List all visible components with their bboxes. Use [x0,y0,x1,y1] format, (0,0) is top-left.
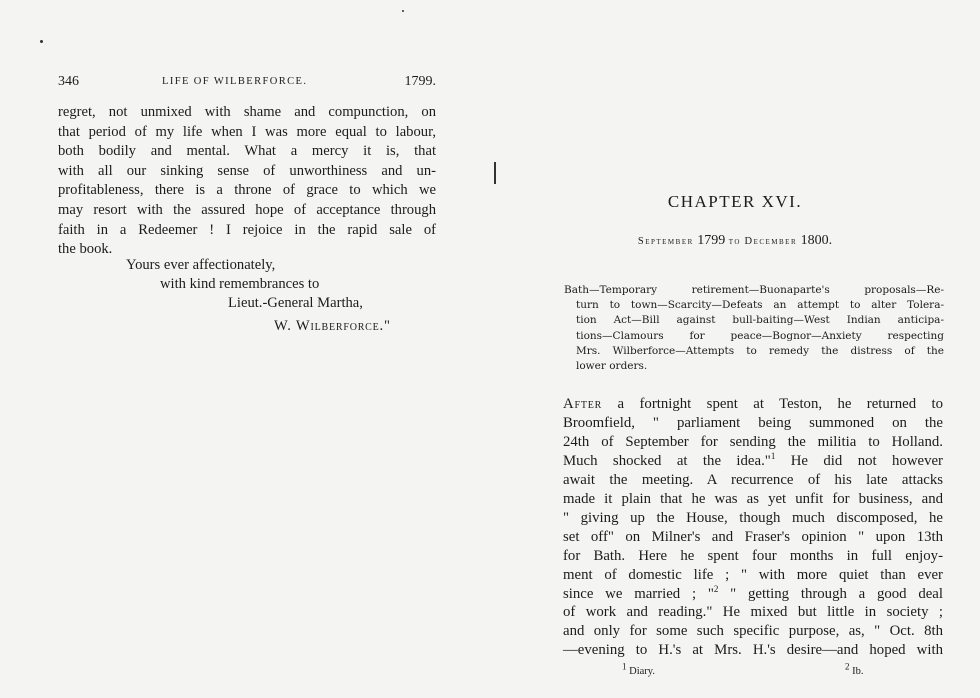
text-line: " giving up the House, though much discomposed, he [563,509,943,526]
text-fragment: Much shocked at the idea." [563,452,771,469]
text-line: —evening to H.'s at Mrs. H.'s desire—and hoped with [563,642,943,659]
chapter-date-range [490,233,980,249]
text-line: ment of domestic life ; " with more quiet than ever [563,566,943,583]
addressee: Lieut.-General Martha, [228,295,363,311]
opening-word: After [563,396,603,412]
text-line: may resort with the assured hope of acceptance through [58,201,436,218]
text-fragment: " getting through a good deal [730,585,943,602]
page-header [58,74,436,94]
text-fragment: a fortnight spent at Teston, he returned to [617,396,943,412]
text-fragment: He did not however [790,452,943,469]
right-page [490,0,980,698]
synopsis-line: turn to town—Scarcity—Defeats an attempt to alter Tolera- [576,299,944,312]
footnote-2 [845,661,864,677]
running-head: LIFE OF WILBERFORCE. [162,76,308,87]
text-line: await the meeting. A recurrence of his late attacks [563,471,943,488]
text-line: the book. [58,241,113,258]
footnote-ref: 2 [713,583,719,594]
date-end-month: December [744,236,798,247]
footnote-text: Diary. [629,666,655,677]
chapter-title: CHAPTER XVI. [667,192,803,211]
chapter-text [563,395,943,660]
text-line: that period of my life when I was more equal to labour, [58,123,436,140]
signature: W. Wilberforce." [274,318,391,334]
date-start-month: September [637,236,694,247]
text-line: set off" on Milner's and Fraser's opinion " upon 13th [563,528,943,545]
page-number: 346 [58,74,79,89]
text-line: Broomfield, " parliament being summoned on the [563,414,943,431]
footnote-mark: 1 [622,661,627,672]
header-year: 1799. [404,74,436,89]
text-line: profitableness, there is a throne of grace to which we [58,182,436,199]
date-end-year: 1800. [800,233,833,248]
date-to: to [728,236,741,247]
footnote-text: Ib. [852,666,864,677]
synopsis-line: Bath—Temporary retirement—Buonaparte's proposals—Re- [564,284,944,296]
footnote-ref: 1 [770,450,776,461]
text-line: and only for some such specific purpose, as, " Oct. 8th [563,623,943,640]
text-line: regret, not unmixed with shame and compunction, on [58,104,436,120]
date-start-year: 1799 [697,233,726,248]
remembrance-line: with kind remembrances to [160,276,320,292]
text-line: made it plain that he was as yet unfit for business, and [563,490,943,507]
footnote-1 [622,661,655,677]
footnote-mark: 2 [845,661,850,672]
text-line: both bodily and mental. What a mercy it is, that [58,143,436,160]
text-line [563,585,943,604]
synopsis-line: Mrs. Wilberforce—Attempts to remedy the distress of the [576,344,944,357]
text-line [563,395,943,414]
text-line: of work and reading." He mixed but little in society ; [563,604,943,621]
synopsis-line: lower orders. [576,360,648,373]
text-line: 24th of September for sending the militia to Holland. [563,433,943,450]
closing-phrase: Yours ever affectionately, [126,257,276,273]
synopsis-line: tion Act—Bill against bull-baiting—West Indian anticipa- [576,314,944,327]
text-fragment: since we married ; " [563,585,714,602]
text-line: for Bath. Here he spent four months in full enjoy- [563,547,943,564]
text-line: with all our sinking sense of unworthiness and un- [58,162,436,179]
text-line [563,452,943,471]
text-line: faith in a Redeemer ! I rejoice in the rapid sale of [58,221,436,238]
synopsis-line: tions—Clamours for peace—Bognor—Anxiety respecting [576,329,944,342]
letter-text [58,103,436,260]
chapter-synopsis [564,283,944,374]
